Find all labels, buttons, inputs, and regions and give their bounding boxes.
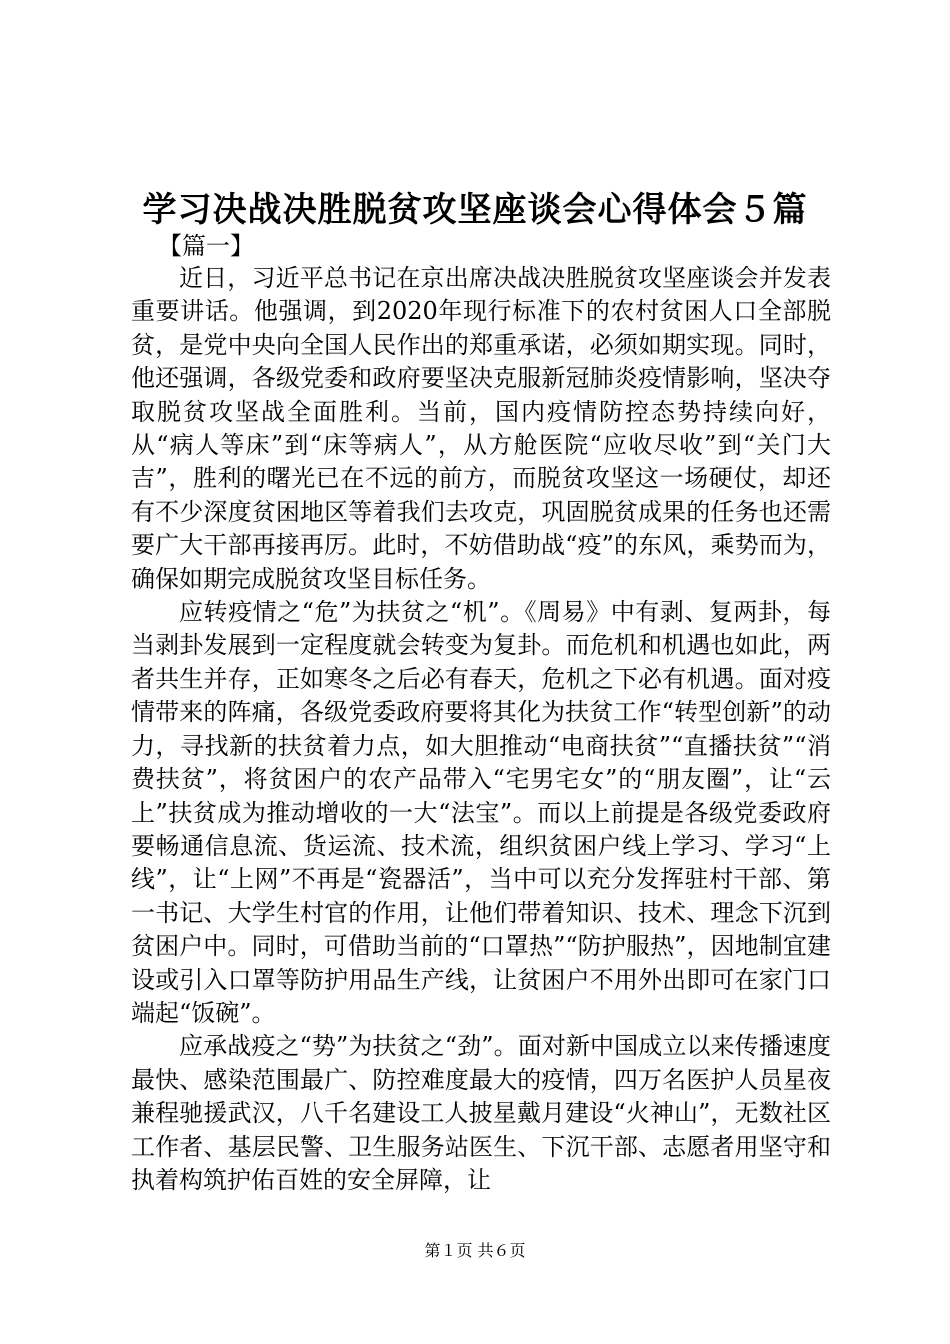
document-body [131,262,831,1197]
page-footer: 第１页 共６页 [424,1241,526,1260]
paragraph: 近日，习近平总书记在京出席决战决胜脱贫攻坚座谈会并发表重要讲话。他强调，到2020年现行标准下的农村贫困人口全部脱贫，是党中央向全国人民作出的郑重承诺，必须如期实现。同时，他还强调，各级党委和政府要坚决克服新冠肺炎疫情影响，坚决夺取脱贫攻坚战全面胜利。当前，国内疫情防控态势持续向好，从“病人等床”到“床等病人”，从方舱医院“应收尽收”到“关门大吉”，胜利的曙光已在不远的前方，而脱贫攻坚这一场硬仗，却还有不少深度贫困地区等着我们去攻克，巩固脱贫成果的任务也还需要广大干部再接再厉。此时，不妨借助战“疫”的东风，乘势而为，确保如期完成脱贫攻坚目标任务。 [131,264,831,593]
paragraph: 应转疫情之“危”为扶贫之“机”。《周易》中有剥、复两卦，每当剥卦发展到一定程度就会转变为复卦。而危机和机遇也如此，两者共生并存，正如寒冬之后必有春天，危机之下必有机遇。面对疫情带来的阵痛，各级党委政府要将其化为扶贫工作“转型创新”的动力，寻找新的扶贫着力点，如大胆推动“电商扶贫”“直播扶贫”“消费扶贫”，将贫困户的农产品带入“宅男宅女”的“朋友圈”，让“云上”扶贫成为推动增收的一大“法宝”。而以上前提是各级党委政府要畅通信息流、货运流、技术流，组织贫困户线上学习、学习“上线”，让“上网”不再是“瓷器活”，当中可以充分发挥驻村干部、第一书记、大学生村官的作用，让他们带着知识、技术、理念下沉到贫困户中。同时，可借助当前的“口罩热”“防护服热”，因地制宜建设或引入口罩等防护用品生产线，让贫困户不用外出即可在家门口端起“饭碗”。 [131,598,831,1027]
document-title: 学习决战决胜脱贫攻坚座谈会心得体会５篇 [142,190,808,230]
paragraph: 应承战疫之“势”为扶贫之“劲”。面对新中国成立以来传播速度最快、感染范围最广、防控难度最大的疫情，四万名医护人员星夜兼程驰援武汉，八千名建设工人披星戴月建设“火神山”，无数社区工作者、基层民警、卫生服务站医生、下沉干部、志愿者用坚守和执着构筑护佑百姓的安全屏障，让 [131,1032,831,1194]
section-label: 【篇一】 [158,232,254,260]
